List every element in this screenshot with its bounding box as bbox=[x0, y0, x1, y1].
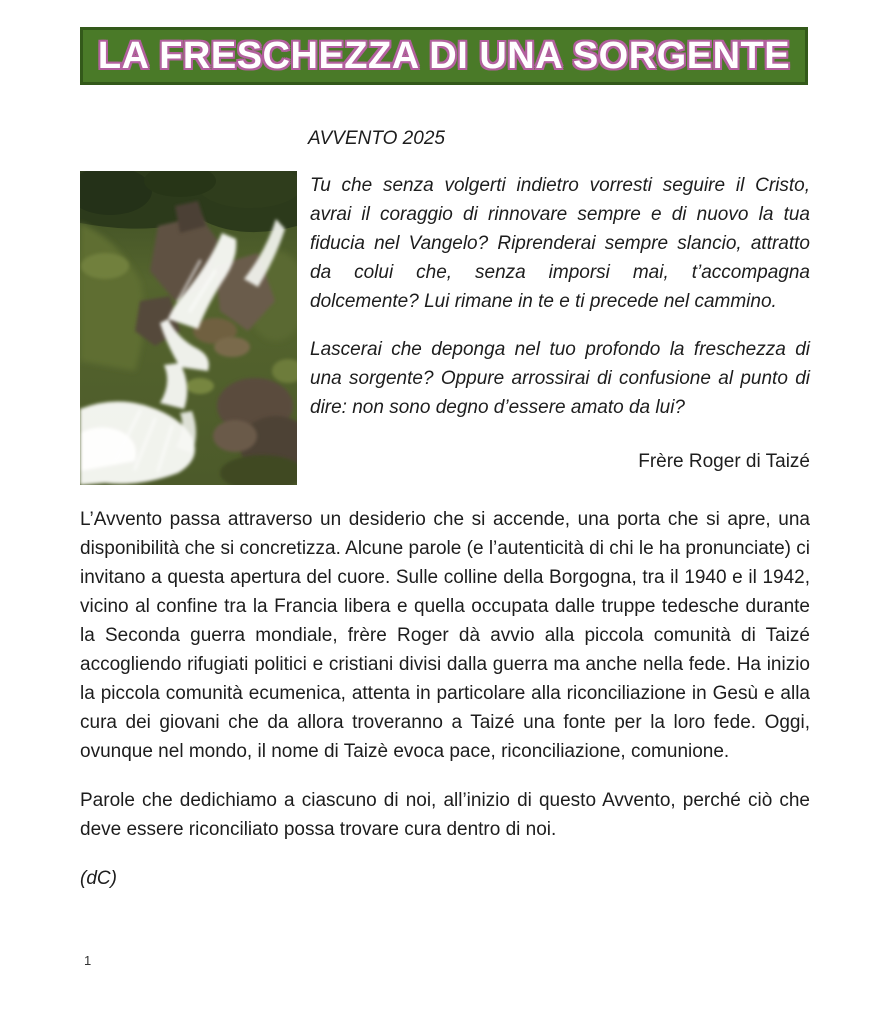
quote-paragraph-2: Lascerai che deponga nel tuo profondo la freschezza di una sorgente? Oppure arrossirai di confusione al punto di dire: non sono degno d’essere amato da lui? bbox=[310, 339, 810, 418]
page-title-banner bbox=[80, 27, 808, 85]
document-content bbox=[80, 124, 810, 893]
body-paragraph-2: Parole che dedichiamo a ciascuno di noi, all’inizio di questo Avvento, perché ciò che deve essere riconciliato possa trovare cura dentro di noi. bbox=[80, 790, 810, 840]
subtitle-avvento: AVVENTO 2025 bbox=[308, 128, 445, 149]
intro-section bbox=[80, 171, 810, 485]
quote-paragraph-1: Tu che senza volgerti indietro vorresti seguire il Cristo, avrai il coraggio di rinnovare sempre e di nuovo la tua fiducia nel Vangelo? Riprenderai sempre slancio, attratto da colui che, senza imporsi mai, t’accompagna dolcemente? Lui rimane in te e ti precede nel cammino. bbox=[310, 175, 810, 312]
body-paragraph-1: L’Avvento passa attraverso un desiderio che si accende, una porta che si apre, una disponibilità che si concretizza. Alcune parole (e l’autenticità di chi le ha pronunciate) ci invitano a questa apertura del cuore. Sulle colline della Borgogna, tra il 1940 e il 1942, vicino al confine tra la Francia libera e quella occupata dalle truppe tedesche durante la Seconda guerra mondiale, frère Roger dà avvio alla piccola comunità di Taizé accogliendo rifugiati politici e cristiani divisi dalla guerra ma anche nella fede. Ha inizio la piccola comunità ecumenica, attenta in particolare alla riconciliazione in Gesù e alla cura dei giovani che da allora troveranno a Taizé una fonte per la loro fede. Oggi, ovunque nel mondo, il nome di Taizè evoca pace, riconciliazione, comunione. bbox=[80, 509, 810, 762]
author-initials: (dC) bbox=[80, 868, 117, 889]
page-number: 1 bbox=[84, 953, 92, 968]
quote-attribution: Frère Roger di Taizé bbox=[638, 451, 810, 472]
page-title: LA FRESCHEZZA DI UNA SORGENTE bbox=[97, 34, 791, 77]
quote-column bbox=[310, 171, 810, 485]
waterfall-photo bbox=[80, 171, 297, 485]
